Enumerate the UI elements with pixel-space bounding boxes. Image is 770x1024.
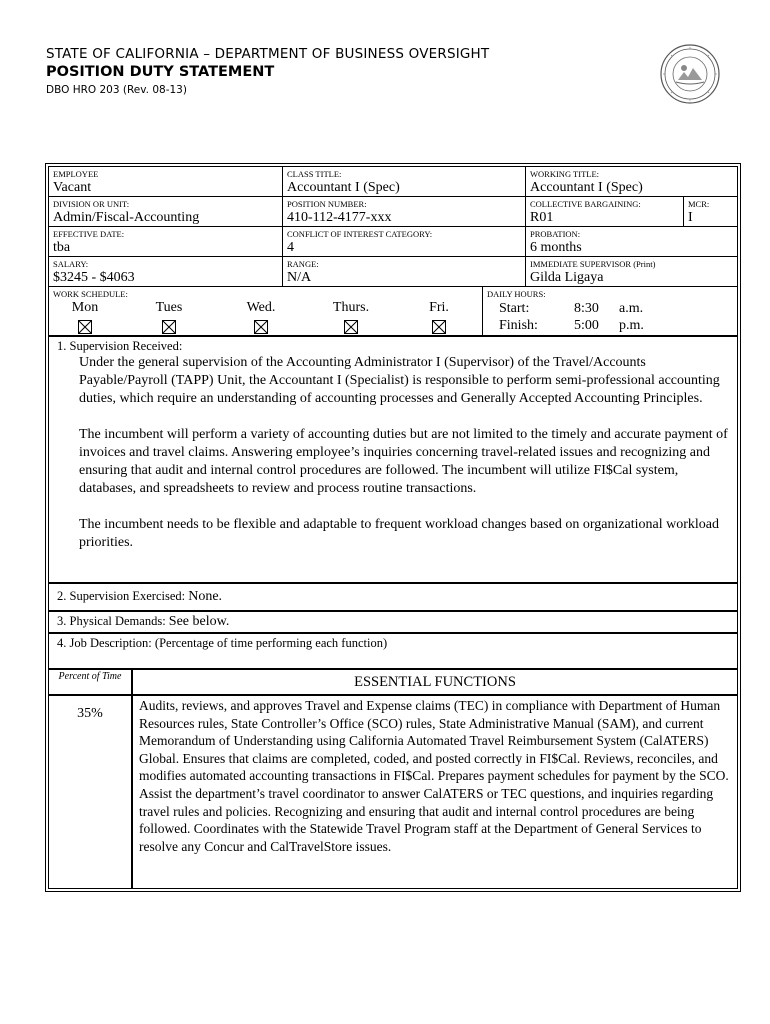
state-seal-icon <box>660 44 720 104</box>
division-value: Admin/Fiscal-Accounting <box>53 210 200 225</box>
section-heading: 1. Supervision Received: <box>57 339 183 353</box>
section-job-description: 4. Job Description: (Percentage of time performing each function) <box>49 632 737 668</box>
salary-cell: SALARY: $3245 - $4063 <box>49 257 282 286</box>
duty-statement-form <box>45 163 741 892</box>
day-label-fri: Fri. <box>429 300 449 315</box>
day-label-thurs: Thurs. <box>332 300 370 315</box>
probation-value: 6 months <box>530 240 582 255</box>
employee-value: Vacant <box>53 180 92 195</box>
collective-bargaining-cell: COLLECTIVE BARGAINING: R01 <box>525 197 683 226</box>
finish-time: 5:00 <box>574 318 599 333</box>
class-title-cell: CLASS TITLE: Accountant I (Spec) <box>282 167 525 196</box>
mcr-value: I <box>688 210 693 225</box>
supervisor-cell: IMMEDIATE SUPERVISOR (Print) Gilda Ligaya <box>525 257 737 286</box>
finish-label: Finish: <box>499 318 538 333</box>
function-percent: 35% <box>49 696 133 888</box>
class-title-value: Accountant I (Spec) <box>287 180 400 195</box>
work-schedule: WORK SCHEDULE: Mon Tues Wed. Thurs. Fri. <box>49 287 482 335</box>
form-number: DBO HRO 203 (Rev. 08-13) <box>46 84 187 96</box>
agency-name: STATE OF CALIFORNIA – DEPARTMENT OF BUSINESS OVERSIGHT <box>46 46 490 62</box>
job-description-note: (Percentage of time performing each function) <box>154 636 388 650</box>
section-physical-demands: 3. Physical Demands: See below. <box>49 610 737 632</box>
paragraph: The incumbent needs to be flexible and adaptable to frequent workload changes based on organizational workload priorities. <box>79 517 720 550</box>
supervisor-value: Gilda Ligaya <box>530 270 604 285</box>
position-number-cell: POSITION NUMBER: 410-112-4177-xxx <box>282 197 525 226</box>
day-checkbox-fri[interactable] <box>432 320 446 334</box>
mcr-cell: MCR: I <box>683 197 737 226</box>
day-checkbox-thurs[interactable] <box>344 320 358 334</box>
division-cell: DIVISION OR UNIT: Admin/Fiscal-Accounting <box>49 197 282 226</box>
page-title: POSITION DUTY STATEMENT <box>46 64 275 80</box>
conflict-category-cell: CONFLICT OF INTEREST CATEGORY: 4 <box>282 227 525 256</box>
function-row <box>49 694 737 888</box>
range-value: N/A <box>287 270 312 285</box>
form-row-1 <box>49 167 737 196</box>
form-row-4 <box>49 256 737 286</box>
paragraph: Under the general supervision of the Accounting Administrator I (Supervisor) of the Travel/Accounts Payable/Payroll (TAPP) Unit, the Accountant I (Specialist) is responsible to perform semi-professional accounting duties, which require an understanding of accounting processes and Generally Accepted Accounting Principles. <box>79 355 720 406</box>
day-label-wed: Wed. <box>246 300 276 315</box>
salary-value: $3245 - $4063 <box>53 270 135 285</box>
collective-bargaining-value: R01 <box>530 210 554 225</box>
daily-hours: DAILY HOURS: Start: 8:30 a.m. Finish: 5:00 p.m. <box>482 287 737 335</box>
day-checkbox-tues[interactable] <box>162 320 176 334</box>
supervision-exercised-value: None. <box>188 589 223 604</box>
day-label-tues: Tues <box>155 300 183 315</box>
working-title-cell: WORKING TITLE: Accountant I (Spec) <box>525 167 737 196</box>
day-label-mon: Mon <box>71 300 99 315</box>
position-number-value: 410-112-4177-xxx <box>287 210 392 225</box>
section-supervision-received <box>49 335 737 582</box>
start-time: 8:30 <box>574 301 599 316</box>
function-description: Audits, reviews, and approves Travel and Expense claims (TEC) in compliance with Department of Human Resources rules, State Controller’s Office (SCO) rules, State Administrative Manual (SAM), and current Memorandum of Understanding using California Automated Travel Reimbursement System (CalATERS) Global. Ensures that claims are completed, coded, and posted correctly in FI$Cal. Reviews, reconciles, and modifies automated accounting transactions in FI$Cal. Prepares payment schedules for payment by the SCO. Assist the department’s travel coordinator to answer CalATERS or TEC questions, and inquiries regarding travel rules and policies. Recognizing and ensuring that audit and internal control procedures are being followed. Coordinates with the Statewide Travel Program staff at the Department of General Services to resolve any Concur and CalTravelStore issues. <box>139 698 729 854</box>
essential-functions-header <box>49 668 737 694</box>
day-checkbox-wed[interactable] <box>254 320 268 334</box>
percent-header: Percent of Time <box>49 670 133 694</box>
start-label: Start: <box>499 301 530 316</box>
day-checkbox-mon[interactable] <box>78 320 92 334</box>
range-cell: RANGE: N/A <box>282 257 525 286</box>
schedule-row <box>49 286 737 335</box>
employee-cell: EMPLOYEE Vacant <box>49 167 282 196</box>
section-supervision-exercised: 2. Supervision Exercised: None. <box>49 582 737 610</box>
paragraph: The incumbent will perform a variety of accounting duties but are not limited to the timely and accurate payment of invoices and travel claims. Answering employee’s inquiries concerning travel-related issues and recognizing and ensuring that audit and internal control procedures are followed. The incumbent will utilize FI$Cal system, databases, and spreadsheets to review and process routine transactions. <box>79 427 728 496</box>
essential-functions-title: ESSENTIAL FUNCTIONS <box>354 674 516 690</box>
probation-cell: PROBATION: 6 months <box>525 227 737 256</box>
start-ampm: a.m. <box>619 301 644 316</box>
effective-date-value: tba <box>53 240 71 255</box>
working-title-value: Accountant I (Spec) <box>530 180 643 195</box>
physical-demands-value: See below. <box>168 614 230 629</box>
form-row-3 <box>49 226 737 256</box>
form-row-2 <box>49 196 737 226</box>
conflict-category-value: 4 <box>287 240 294 255</box>
form-header <box>46 46 489 96</box>
effective-date-cell: EFFECTIVE DATE: tba <box>49 227 282 256</box>
finish-ampm: p.m. <box>619 318 644 333</box>
